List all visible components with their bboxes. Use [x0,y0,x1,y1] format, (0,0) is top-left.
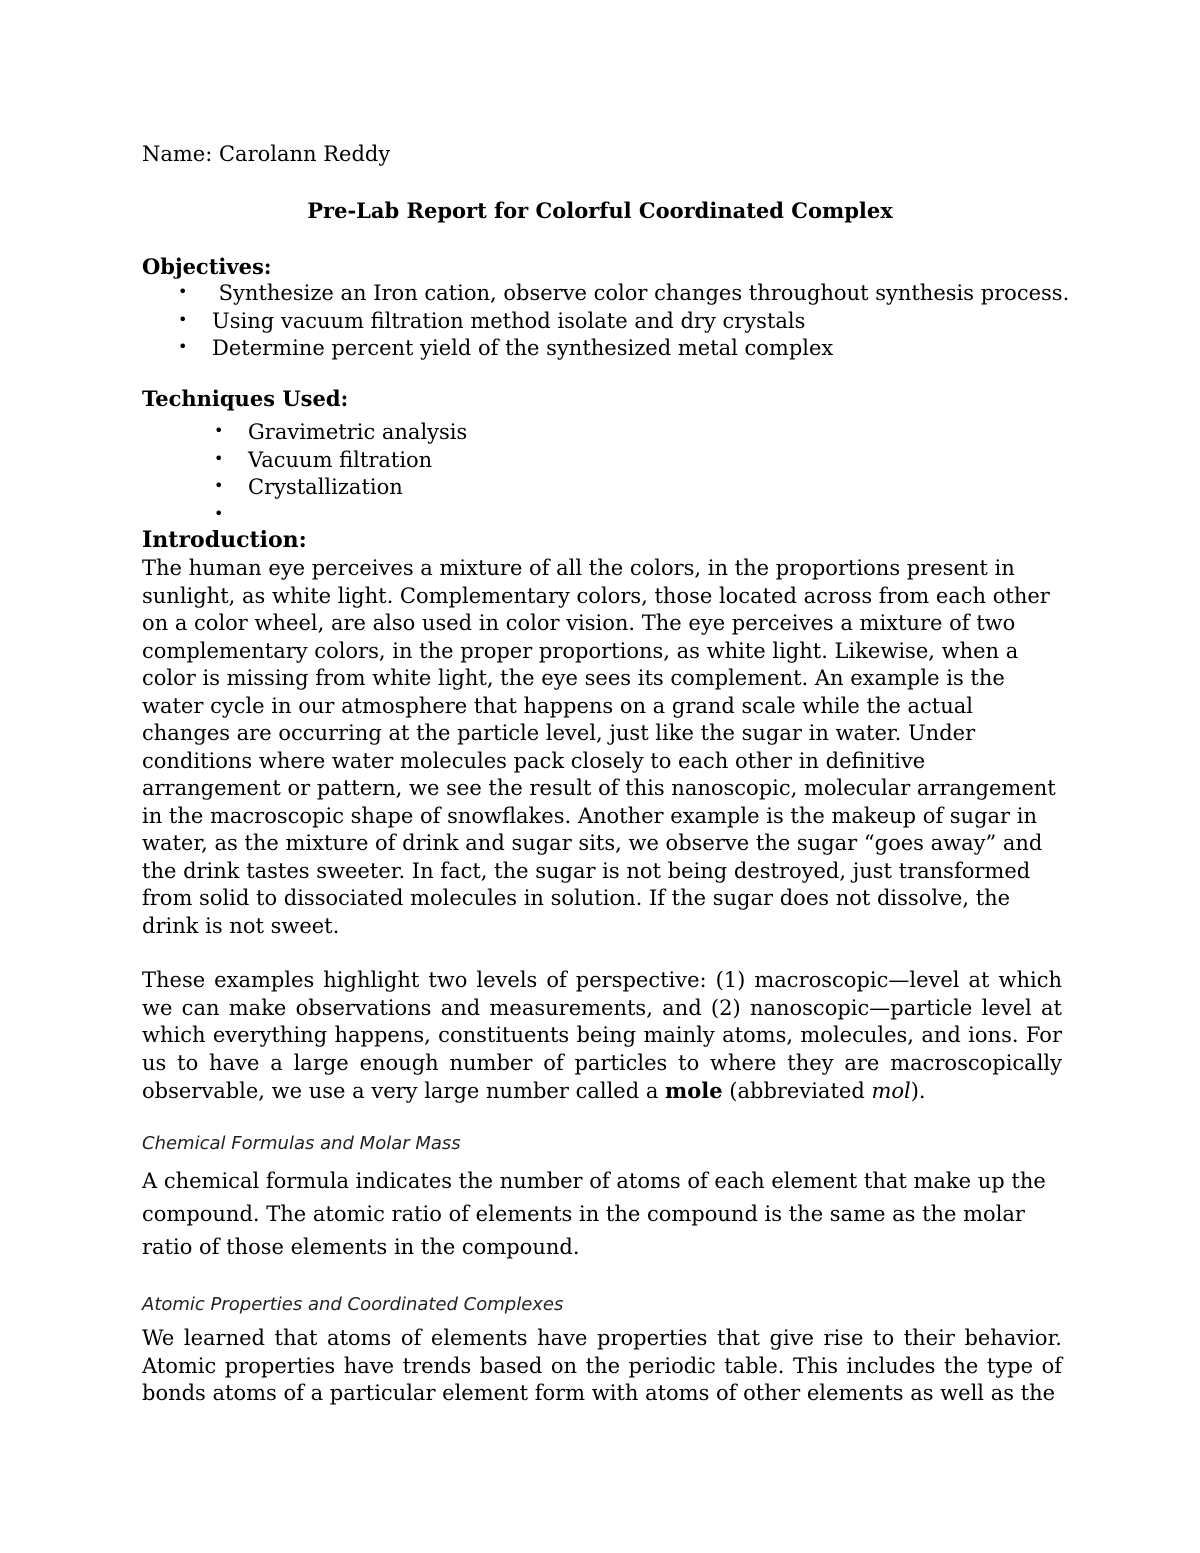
term-mole: mole [665,1078,723,1103]
bullet-icon: • [214,503,224,523]
technique-item [214,502,467,530]
objective-item: • Synthesize an Iron cation, observe color changes throughout synthesis process. [212,280,1069,308]
bullet-icon: • [214,476,224,495]
term-mol: mol [871,1079,911,1103]
bullet-icon: • [178,309,188,329]
objective-item: • Determine percent yield of the synthesized metal complex [212,335,1069,363]
introduction-heading: Introduction: [142,527,307,553]
objectives-list [178,280,1070,363]
formulas-paragraph: A chemical formula indicates the number of atoms of each element that make up the compound. The atomic ratio of elements in the compound is the same as the molar ratio of those elements in the compound. [142,1169,1046,1259]
bullet-icon: • [214,421,224,440]
student-name: Name: Carolann Reddy [142,142,391,166]
technique-item: • Gravimetric analysis [248,419,467,447]
atomic-subheading: Atomic Properties and Coordinated Complexes [142,1294,564,1315]
bullet-icon: • [178,282,188,301]
objective-item: • Using vacuum filtration method isolate and dry crystals [212,308,1069,336]
formulas-subheading: Chemical Formulas and Molar Mass [142,1133,461,1154]
technique-item: • Vacuum filtration [248,447,467,475]
introduction-paragraph: The human eye perceives a mixture of all the colors, in the proportions present in sunlight, as white light. Complementary colors, those located across from each other on a color wheel, are also used in color vision. The eye perceives a mixture of two complementary colors, in the proper proportions, as white light. Likewise, when a color is missing from white light, the eye sees its complement. An example is the water cycle in our atmosphere that happens on a grand scale while the actual changes are occurring at the particle level, just like the sugar in water. Under conditions where water molecules pack closely to each other in definitive arrangement or pattern, we see the result of this nanoscopic, molecular arrangement in the macroscopic shape of snowflakes. Another example is the makeup of sugar in water, as the mixture of drink and sugar sits, we observe the sugar “goes away” and the drink tastes sweeter. In fact, the sugar is not being destroyed, just transformed from solid to dissociated molecules in solution. If the sugar does not dissolve, the drink is not sweet. [142,556,1056,938]
perspective-paragraph: These examples highlight two levels of perspective: (1) macroscopic—level at which we can make observations and measurements, and (2) nanoscopic—particle level at which everything happens, constituents being mainly atoms, molecules, and ions. For us to have a large enough number of particles to where they are macroscopically observable, we use a very large number called a mole (abbreviated mol). [142,968,1062,1103]
techniques-heading: Techniques Used: [142,386,349,411]
technique-item: • Crystallization [248,474,467,502]
objectives-heading: Objectives: [142,254,272,279]
techniques-list [214,419,468,529]
bullet-icon: • [214,448,224,468]
report-title: Pre-Lab Report for Colorful Coordinated Complex [307,198,893,223]
atomic-paragraph: We learned that atoms of elements have properties that give rise to their behavior. Atomic properties have trends based on the periodic table. This includes the type of bonds atoms of a particular element form with atoms of other elements as well as the [142,1326,1062,1405]
bullet-icon: • [178,337,188,356]
